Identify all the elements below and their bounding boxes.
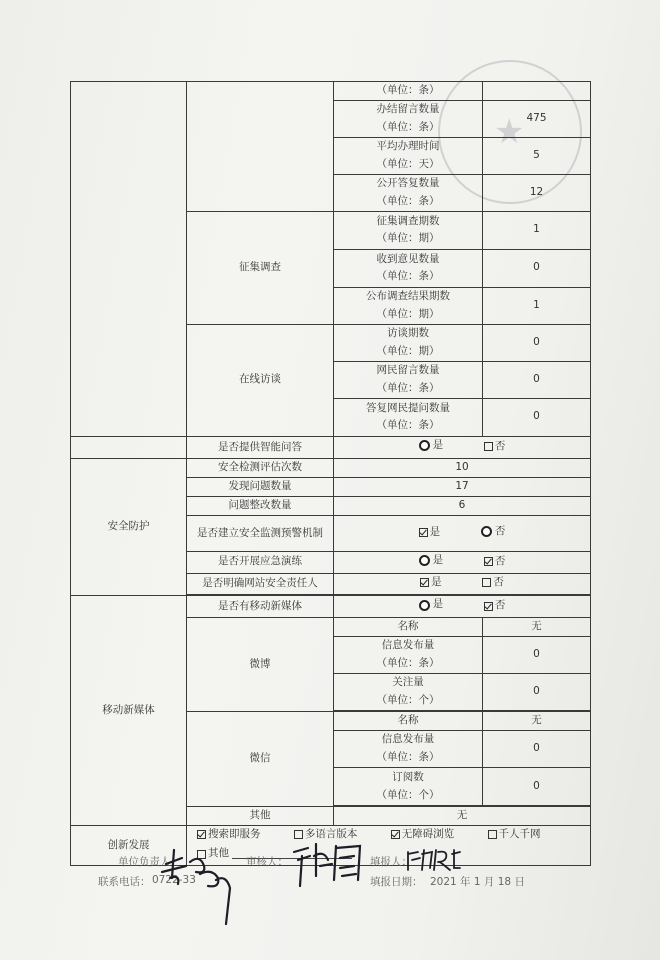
sec-resp-options	[334, 573, 591, 594]
website-report-table	[70, 81, 591, 866]
avg-handle-time-label: 平均办理时间 （单位：天）	[334, 137, 483, 174]
innovation-label: 创新发展	[71, 825, 187, 865]
sec-fix-label: 问题整改数量	[187, 496, 334, 515]
mobile-media-label: 移动新媒体	[71, 596, 187, 826]
owner-label: 单位负责人：	[118, 856, 181, 868]
weibo-posts-label: 信息发布量 （单位：条）	[334, 637, 483, 674]
handled-messages-value: 475	[483, 100, 591, 137]
mob-has-label: 是否有移动新媒体	[187, 596, 334, 618]
signature-footer	[0, 850, 660, 910]
checkbox-empty-icon	[482, 578, 491, 587]
netizen-replies-value: 0	[483, 398, 591, 436]
mob-has-no[interactable]: 否	[484, 597, 506, 615]
other-media-value: 无	[334, 807, 591, 826]
sec-warn-no[interactable]: 否	[481, 523, 506, 541]
opinions-received-value: 0	[483, 249, 591, 287]
sec-warn-options	[334, 515, 591, 551]
sec-resp-no[interactable]: 否	[482, 574, 504, 592]
radio-selected-icon	[419, 440, 430, 451]
avg-handle-time-value: 5	[483, 137, 591, 174]
row-unit-label: （单位：条）	[334, 82, 483, 101]
weibo-name-value: 无	[483, 618, 591, 637]
checkbox-checked-icon	[484, 557, 493, 566]
opinions-received-label: 收到意见数量 （单位：条）	[334, 249, 483, 287]
smart-qa-yes[interactable]: 是	[419, 437, 444, 455]
sec-found-label: 发现问题数量	[187, 477, 334, 496]
mob-has-options	[334, 596, 591, 618]
checkbox-checked-icon	[391, 830, 400, 839]
wechat-name-label: 名称	[334, 712, 483, 731]
survey-periods-label: 征集调查期数 （单位：期）	[334, 211, 483, 249]
weibo-followers-value: 0	[483, 674, 591, 711]
netizen-messages-value: 0	[483, 361, 591, 398]
interview-periods-label: 访谈期数 （单位：期）	[334, 324, 483, 361]
sec-resp-label: 是否明确网站安全责任人	[187, 573, 334, 594]
row-unit-value	[483, 82, 591, 101]
category-cell-interaction-end	[71, 436, 187, 458]
innov-other[interactable]: 其他	[197, 845, 229, 862]
wechat-label: 微信	[187, 712, 334, 807]
checkbox-empty-icon	[488, 830, 497, 839]
interview-periods-value: 0	[483, 324, 591, 361]
date-label: 填报日期：	[370, 876, 423, 888]
sec-drill-options	[334, 551, 591, 573]
sec-found-value: 17	[334, 477, 591, 496]
sec-resp-yes[interactable]: 是	[420, 574, 442, 592]
wechat-name-value: 无	[483, 712, 591, 731]
wechat-subs-label: 订阅数 （单位：个）	[334, 768, 483, 806]
smart-qa-options	[334, 436, 591, 458]
survey-results-value: 1	[483, 287, 591, 324]
survey-periods-value: 1	[483, 211, 591, 249]
reviewer-label: 审核人：	[246, 856, 288, 868]
filler-signature	[404, 846, 464, 874]
sec-warn-label: 是否建立安全监测预警机制	[187, 515, 334, 551]
wechat-posts-value: 0	[483, 731, 591, 768]
smart-qa-no[interactable]: 否	[484, 438, 506, 456]
survey-label: 征集调查	[187, 211, 334, 324]
other-media-label: 其他	[187, 807, 334, 826]
radio-selected-icon	[481, 526, 492, 537]
innov-search[interactable]: 搜索即服务	[197, 826, 261, 843]
weibo-name-label: 名称	[334, 618, 483, 637]
sec-eval-value: 10	[334, 459, 591, 478]
sec-drill-yes[interactable]: 是	[419, 552, 444, 570]
sec-drill-no[interactable]: 否	[484, 553, 506, 571]
checkbox-checked-icon	[420, 578, 429, 587]
wechat-posts-label: 信息发布量 （单位：条）	[334, 731, 483, 768]
subcategory-cell-messages	[187, 82, 334, 212]
innov-thousand[interactable]: 千人千网	[488, 826, 541, 843]
handled-messages-label: 办结留言数量 （单位：条）	[334, 100, 483, 137]
sec-fix-value: 6	[334, 496, 591, 515]
checkbox-checked-icon	[419, 528, 428, 537]
radio-selected-icon	[419, 555, 430, 566]
checkbox-empty-icon	[294, 830, 303, 839]
innov-accessibility[interactable]: 无障碍浏览	[391, 826, 455, 843]
weibo-followers-label: 关注量 （单位：个）	[334, 674, 483, 711]
smart-qa-label: 是否提供智能问答	[187, 436, 334, 458]
weibo-label: 微博	[187, 618, 334, 712]
checkbox-checked-icon	[197, 830, 206, 839]
netizen-replies-label: 答复网民提问数量 （单位：条）	[334, 398, 483, 436]
innov-multilang[interactable]: 多语言版本	[294, 826, 358, 843]
wechat-subs-value: 0	[483, 768, 591, 806]
public-reply-value: 12	[483, 174, 591, 211]
filler-label: 填报人：	[370, 856, 412, 868]
phone-label: 联系电话：	[98, 876, 151, 888]
sec-drill-label: 是否开展应急演练	[187, 551, 334, 573]
checkbox-checked-icon	[484, 602, 493, 611]
public-reply-label: 公开答复数量 （单位：条）	[334, 174, 483, 211]
interview-label: 在线访谈	[187, 324, 334, 436]
radio-selected-icon	[419, 600, 430, 611]
seal-star-icon: ★	[494, 112, 525, 152]
sec-warn-yes[interactable]: 是	[419, 524, 441, 542]
security-label: 安全防护	[71, 459, 187, 596]
checkbox-empty-icon	[484, 442, 493, 451]
sec-eval-label: 安全检测评估次数	[187, 459, 334, 478]
weibo-posts-value: 0	[483, 637, 591, 674]
phone-value: 0722-33	[152, 874, 196, 886]
netizen-messages-label: 网民留言数量 （单位：条）	[334, 361, 483, 398]
survey-results-label: 公布调查结果期数 （单位：期）	[334, 287, 483, 324]
category-cell-interaction	[71, 82, 187, 437]
mob-has-yes[interactable]: 是	[419, 596, 444, 614]
date-value: 2021 年 1 月 18 日	[430, 876, 525, 888]
